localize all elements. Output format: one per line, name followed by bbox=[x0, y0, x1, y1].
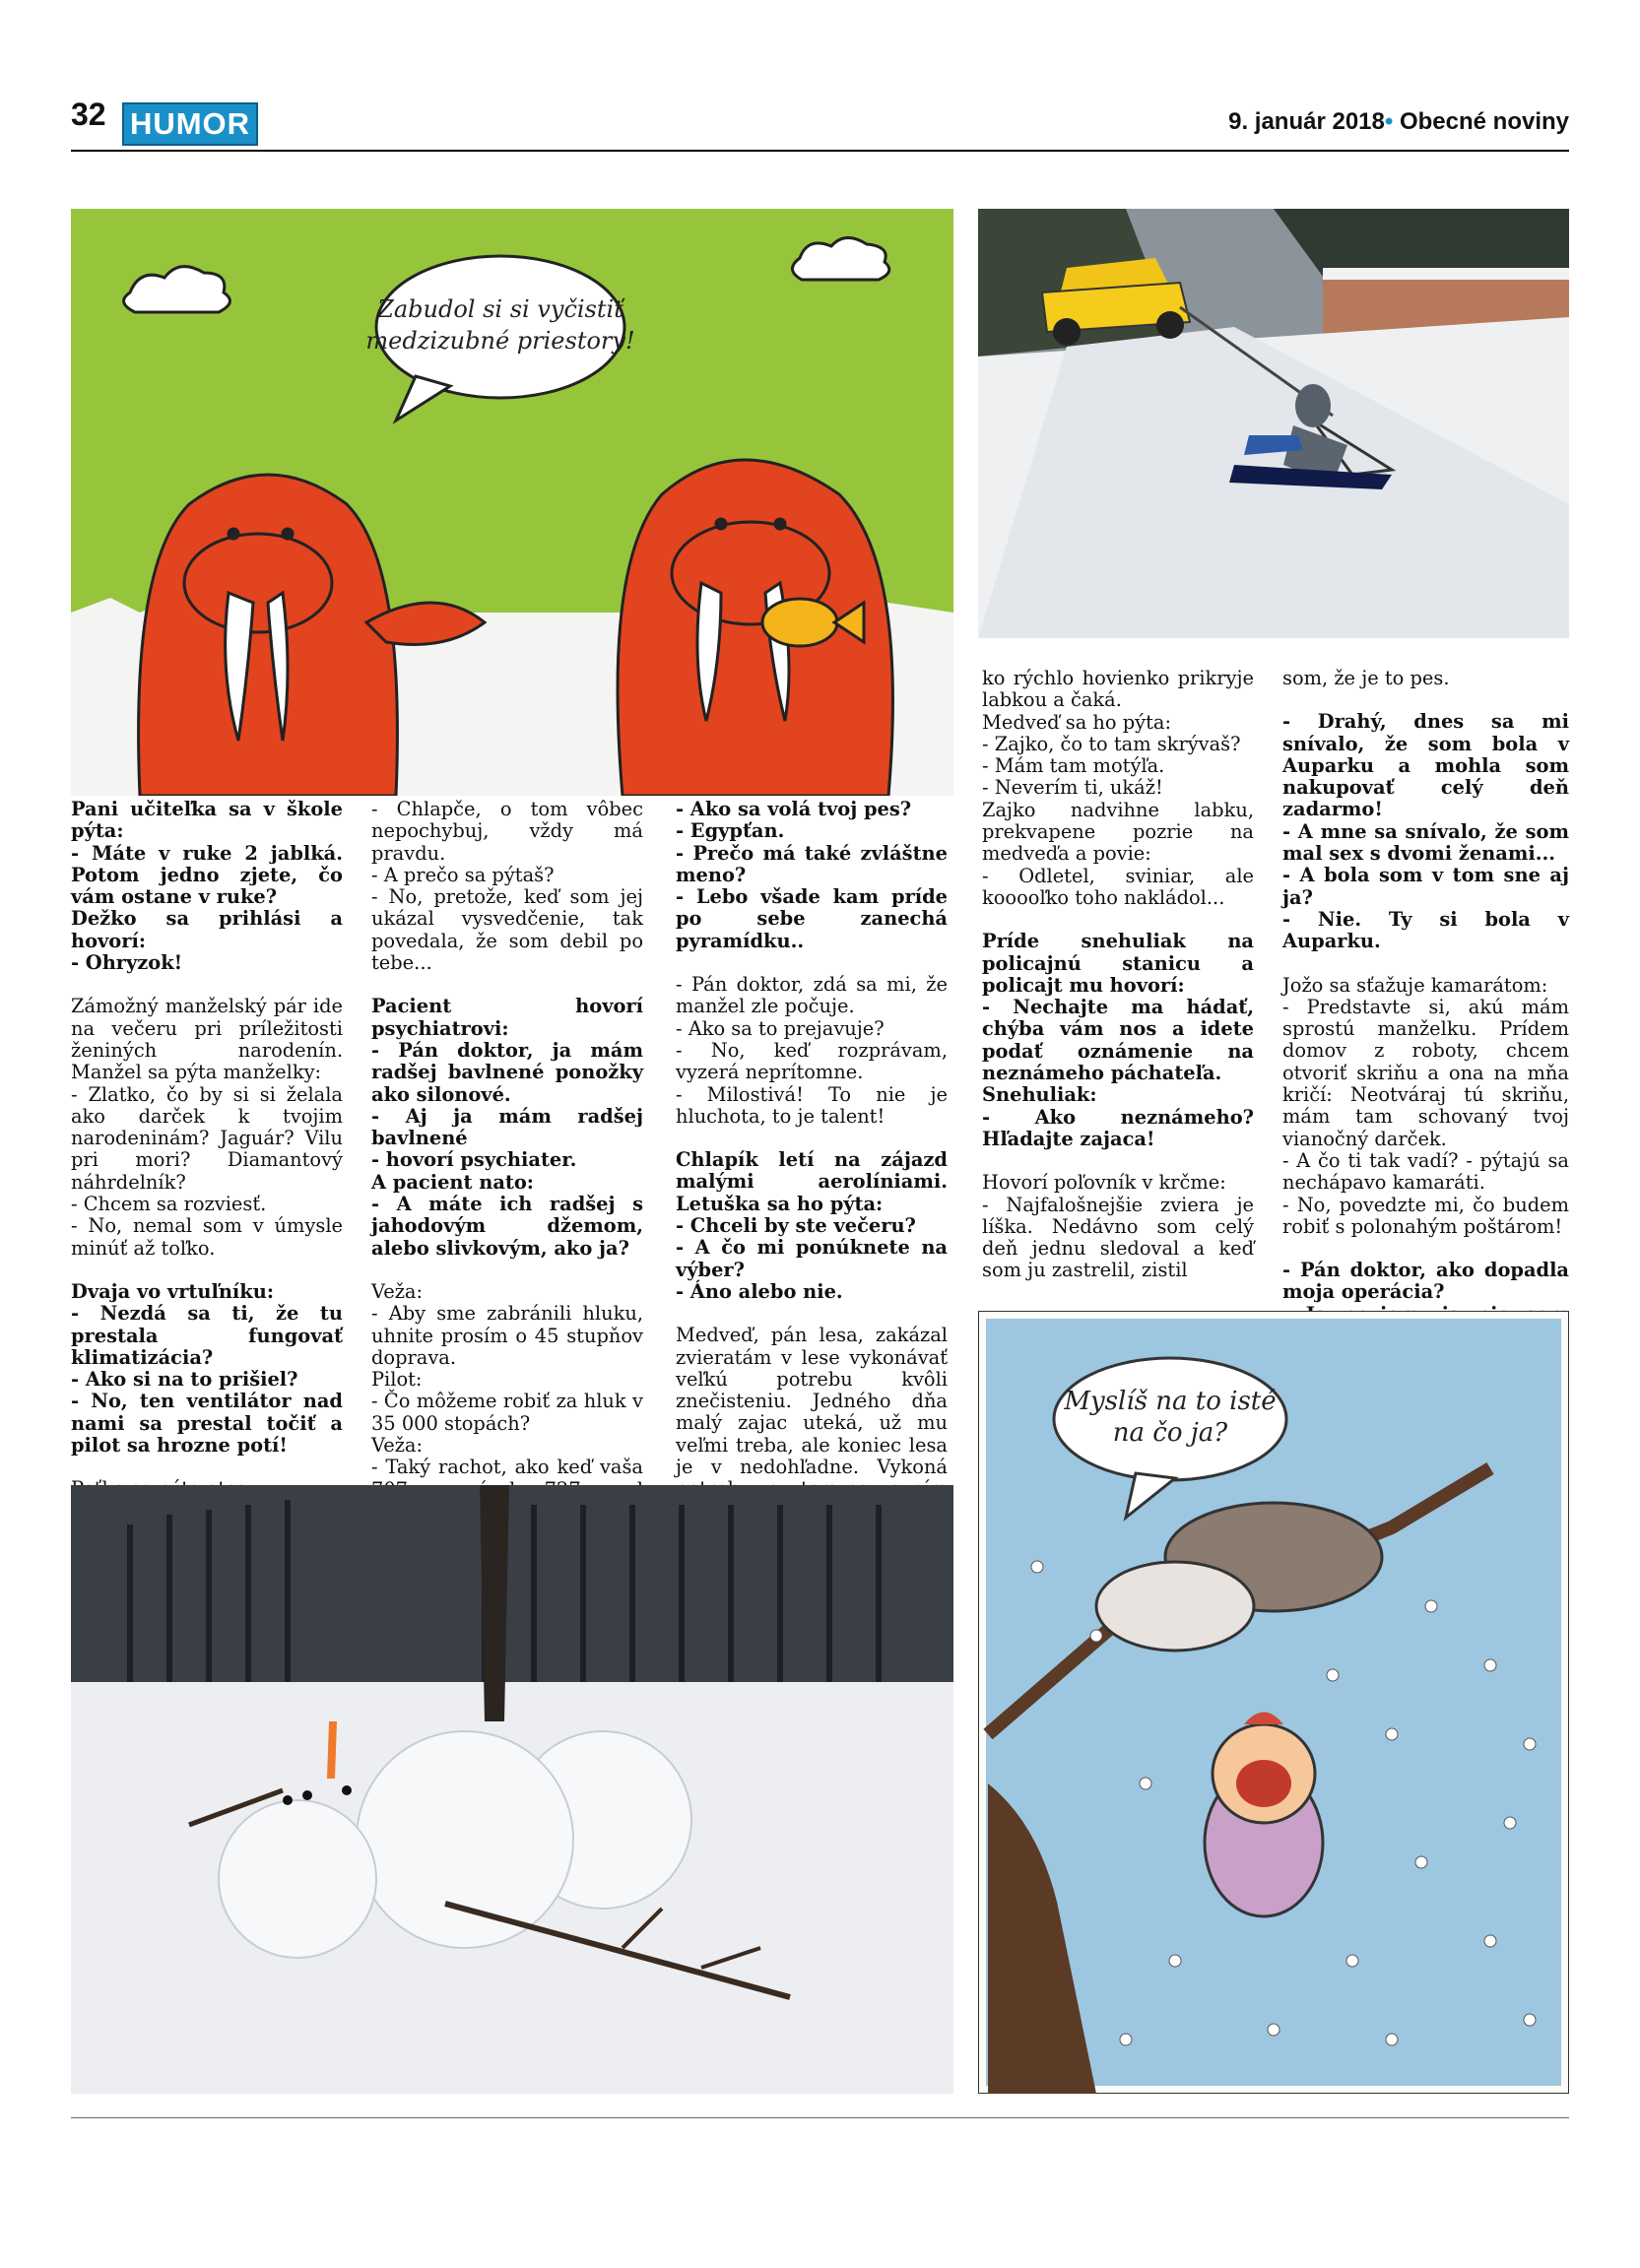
joke-hunter-part2: som, že je to pes. bbox=[1282, 667, 1450, 689]
joke-deaf: - Pán doktor, zdá sa mi, že manžel zle počuje. - Ako sa to prejavuje? - No, keď rozprávam, vyzerá neprítomne. - Milostivá! To nie je hluchota, to je talent! bbox=[676, 973, 948, 1128]
joke-closet: Jožo sa sťažuje kamarátom: - Predstavte si, akú mám sprostú manželku. Prídem domov z roboty, chcem otvoriť skriňu a ona na mňa kričí: Neotváraj tú skriňu, mám tam schovaný tvoj vianočný darček. - A čo ti tak vadí? - pýtajú sa nechápavo kamaráti. - No, povedzte mi, čo budem robiť s polonahým poštárom! bbox=[1282, 973, 1569, 1238]
bird-speech-line-2: na čo ja? bbox=[1112, 1418, 1228, 1448]
walrus-cartoon bbox=[71, 209, 953, 796]
footer-rule bbox=[71, 2117, 1569, 2118]
snowman-photo bbox=[71, 1485, 953, 2094]
publication-name: Obecné noviny bbox=[1399, 108, 1569, 135]
bird-cartoon bbox=[978, 1311, 1569, 2094]
bullet-separator: • bbox=[1384, 108, 1394, 135]
joke-helicopter bbox=[71, 1281, 343, 1457]
joke-psychiatrist: Pacient hovorí psychiatrovi: - Pán doktor, ja mám radšej bavlnené ponožky ako silonové. - Aj ja mám radšej bavlnené - hovorí psychiater. A pacient nato: - A máte ich radšej s jahodovým džemom, alebo slivkovým, ako ja? bbox=[371, 995, 643, 1260]
joke-helicopter-line: - No, ten ventilátor nad nami sa prestal točiť a pilot sa hrozne potí! bbox=[71, 1390, 343, 1458]
joke-airline: Chlapík letí na zájazd malými aerolíniami. Letuška sa ho pýta: - Chceli by ste večeru? - A čo mi ponúknete na výber? - Áno alebo nie. bbox=[676, 1148, 948, 1303]
header-dateline bbox=[1228, 108, 1569, 136]
joke-bear-part1: Medveď, pán lesa, zakázal zvieratám v lese vykonávať veľkú potrebu kvôli znečisteniu. Jedného dňa malý zajac uteká, už mu veľmi treba, ale koniec lesa je v nedohľadne. Vykoná bbox=[676, 1324, 948, 1479]
joke-helicopter-line: - Ako si na to prišiel? bbox=[71, 1368, 298, 1392]
joke-hunter-part1: Hovorí poľovník v krčme: - Najfalošnejšie zviera je líška. Nedávno som celý deň jednu sledoval a keď som ju zastrelil, zistil bbox=[982, 1171, 1254, 1282]
joke-bear-part2: ko rýchlo hovienko prikryje labkou a čaká. Medveď sa ho pýta: - Zajko, čo to tam skrývaš? - Mám tam motýľa. - Neverím ti, ukáž! Zajko nadvihne labku, prekvapene pozrie na medveďa a povie: - Odletel, sviniar, ale kooooľko toho nakládol... bbox=[982, 667, 1254, 909]
section-label: HUMOR bbox=[122, 102, 258, 146]
column-1 bbox=[71, 799, 343, 1567]
joke-helicopter-line: Dvaja vo vrtuľníku: bbox=[71, 1279, 274, 1303]
joke-tower: Veža: - Aby sme zabránili hluku, uhnite prosím o 45 stupňov doprava. Pilot: - Čo môžeme robiť za hluk v 35 000 stopách? Veža: - Taký rachot, ako keď vaša bbox=[371, 1279, 643, 1479]
bird-speech-line-1: Myslíš na to isté bbox=[1064, 1387, 1277, 1416]
walrus-speech-line-2: medzizubné priestory! bbox=[365, 327, 635, 355]
sled-photo bbox=[978, 209, 1569, 638]
page-number: 32 bbox=[71, 97, 106, 132]
joke-apples: Pani učiteľka sa v škole pýta: - Máte v ruke 2 jablká. Potom jedno zjete, čo vám ostane v ruke? Dežko sa prihlási a hovorí: - Ohryzok! bbox=[71, 798, 343, 975]
column-2 bbox=[371, 799, 643, 1523]
joke-helicopter-line: - Nezdá sa ti, že tu prestala fungovať klimatizácia? bbox=[71, 1302, 343, 1369]
column-3 bbox=[676, 799, 948, 1523]
joke-birthday: Zámožný manželský pár ide na večeru pri príležitosti ženiných narodenín. Manžel sa pýta manželky: - Zlatko, čo by si si želala ako darček k tvojim narodeninám? Jaguár? Vilu pri mori? Diamantový náhrdelník? - Chcem sa rozviesť. - No, nemal som v úmysle minúť až toľko. bbox=[71, 995, 343, 1260]
issue-date: 9. január 2018 bbox=[1228, 108, 1385, 135]
joke-mother-part2: - Chlapče, o tom vôbec nepochybuj, vždy má pravdu. - A prečo sa pýtaš? - No, pretože, keď som jej ukázal vysvedčenie, tak povedala, že som debil po tebe... bbox=[371, 798, 643, 975]
joke-dog: - Ako sa volá tvoj pes? - Egypťan. - Prečo má také zvláštne meno? - Lebo všade kam príde po sebe zanechá pyramídku.. bbox=[676, 798, 948, 952]
column-4 bbox=[982, 668, 1254, 1282]
joke-operation: - Pán doktor, ako dopadla moja operácia? bbox=[1282, 1259, 1569, 1304]
walrus-speech-line-1: Zabudol si si vyčistiť bbox=[377, 295, 623, 323]
header-rule bbox=[71, 150, 1569, 152]
joke-snowman: Príde snehuliak na policajnú stanicu a policajt mu hovorí: - Nechajte ma hádať, chýba vám nos a idete podať oznámenie na neznámeho páchateľa. Snehuliak: - Ako neznámeho? Hľadajte zajaca! bbox=[982, 930, 1254, 1150]
column-5 bbox=[1282, 668, 1569, 1347]
joke-aupark: - Drahý, dnes sa mi snívalo, že som bola v Auparku a mohla som nakupovať celý deň zadarmo! - A mne sa snívalo, že som mal sex s dvomi ženami... - A bola som v tom sne aj ja? - Nie. Ty si bola v Auparku. bbox=[1282, 710, 1569, 953]
